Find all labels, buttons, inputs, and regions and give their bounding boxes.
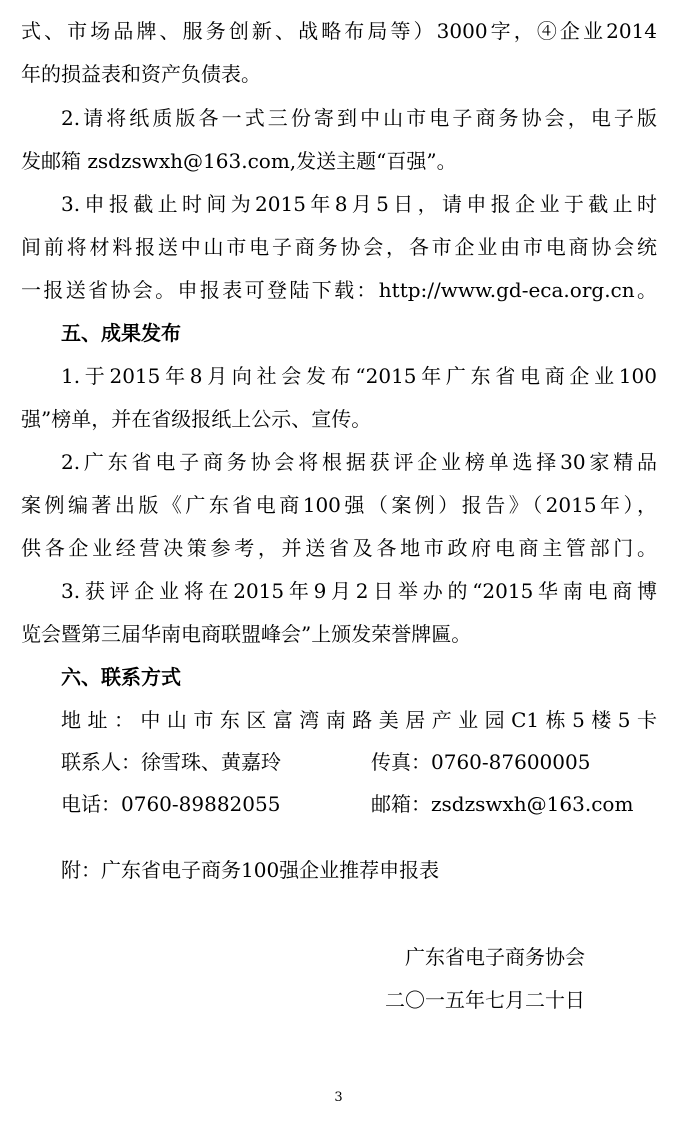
- paragraph-line: 间前将材料报送中山市电子商务协会，各市企业由市电商协会统: [21, 235, 657, 259]
- signature-org: 广东省电子商务协会: [405, 945, 585, 969]
- paragraph-line: 案例编著出版《广东省电商100强（案例）报告》（2015年），: [21, 493, 657, 517]
- section-heading: 六、联系方式: [61, 665, 181, 689]
- paragraph-line: 1.于2015年8月向社会发布“2015年广东省电商企业100: [61, 364, 657, 388]
- paragraph-line: 2.请将纸质版各一式三份寄到中山市电子商务协会，电子版: [61, 106, 657, 130]
- contact-person: 联系人：徐雪珠、黄嘉玲: [61, 750, 281, 774]
- signature-date: 二〇一五年七月二十日: [385, 988, 585, 1012]
- page-number: 3: [334, 1090, 343, 1105]
- paragraph-line: 3.申报截止时间为2015年8月5日，请申报企业于截止时: [61, 192, 657, 216]
- contact-address: 地址：中山市东区富湾南路美居产业园C1栋5楼5卡: [61, 708, 657, 732]
- paragraph-line: 览会暨第三届华南电商联盟峰会”上颁发荣誉牌匾。: [21, 622, 472, 646]
- paragraph-line: 一报送省协会。申报表可登陆下载：http://www.gd-eca.org.cn。: [21, 278, 657, 302]
- contact-fax: 传真：0760-87600005: [371, 750, 591, 774]
- paragraph-line: 供各企业经营决策参考，并送省及各地市政府电商主管部门。: [21, 536, 657, 560]
- paragraph-line: 发邮箱 zsdzswxh@163.com,发送主题“百强”。: [21, 149, 457, 173]
- section-heading: 五、成果发布: [61, 321, 181, 345]
- paragraph-line: 强”榜单，并在省级报纸上公示、宣传。: [21, 407, 372, 431]
- paragraph-line: 2.广东省电子商务协会将根据获评企业榜单选择30家精品: [61, 450, 657, 474]
- paragraph-line: 年的损益表和资产负债表。: [21, 62, 261, 86]
- paragraph-line: 3.获评企业将在2015年9月2日举办的“2015华南电商博: [61, 579, 657, 603]
- attachment-note: 附：广东省电子商务100强企业推荐申报表: [61, 858, 440, 882]
- contact-email: 邮箱：zsdzswxh@163.com: [371, 792, 634, 816]
- paragraph-line: 式、市场品牌、服务创新、战略布局等）3000字，④企业2014: [21, 19, 657, 43]
- contact-phone: 电话：0760-89882055: [61, 792, 281, 816]
